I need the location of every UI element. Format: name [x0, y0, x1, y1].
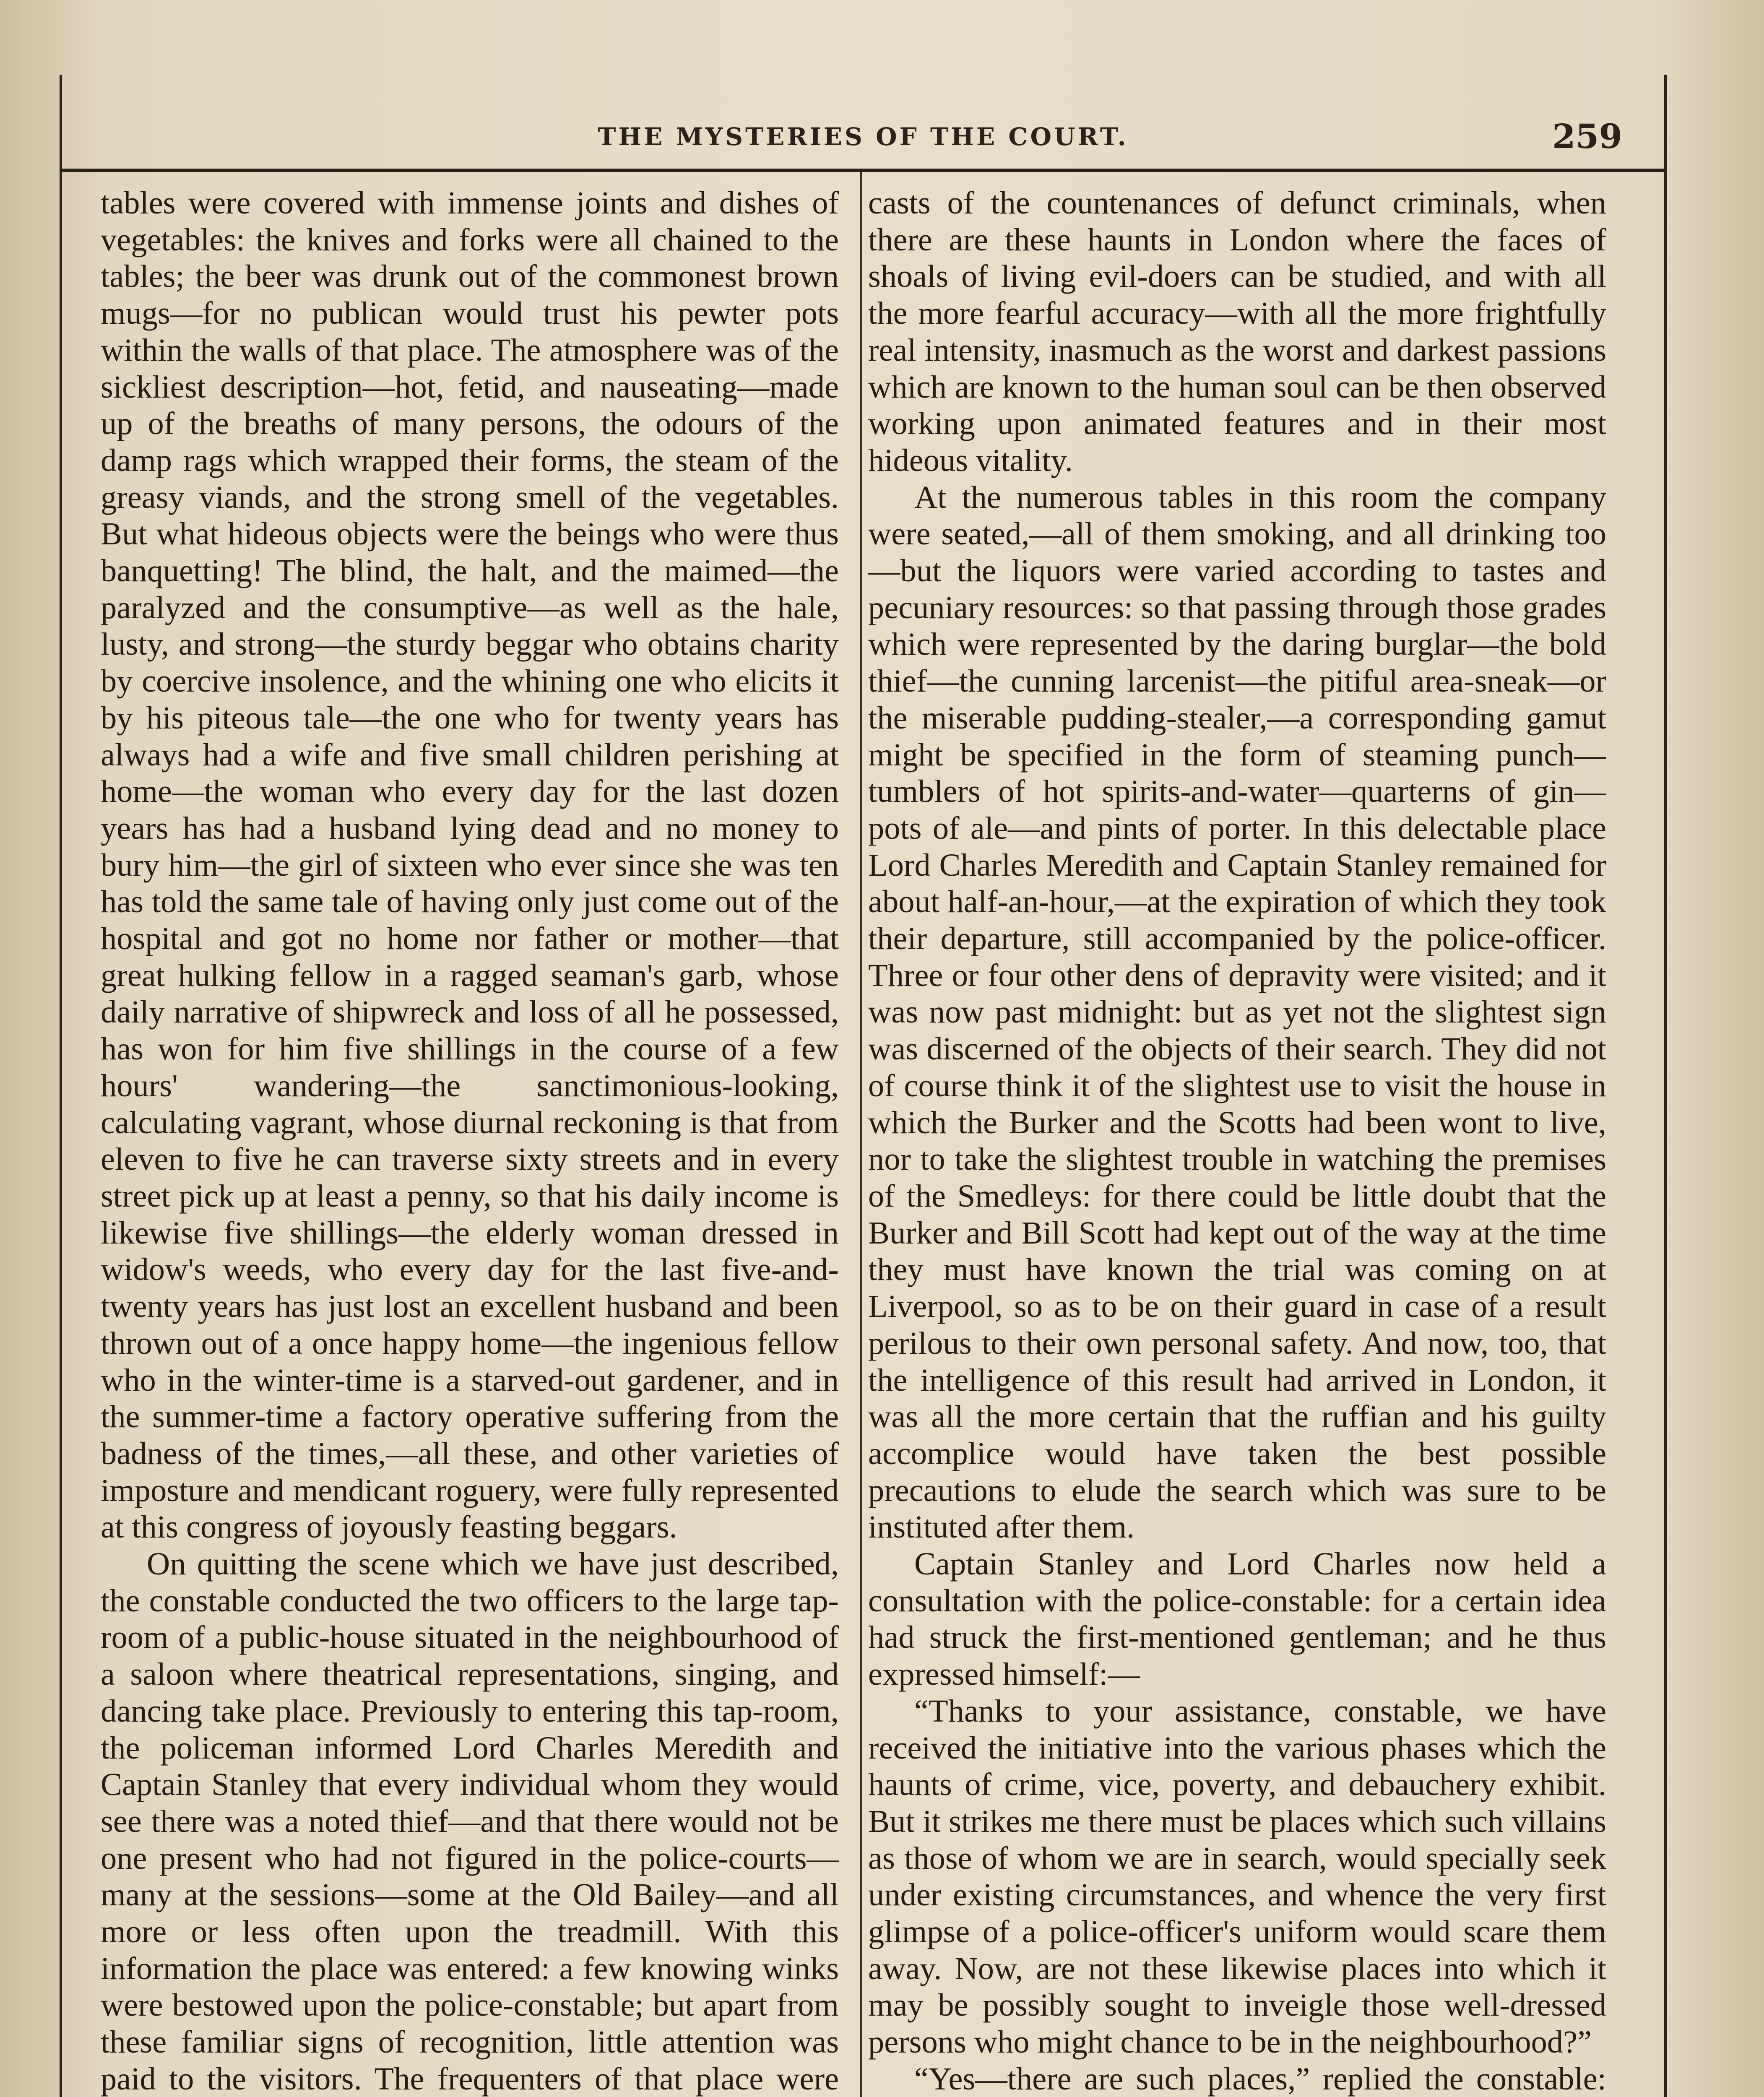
paragraph: “Yes—there are such places,” replied the constable:: [914, 2061, 1606, 2097]
paragraph: Captain Stanley and Lord Charles now held a consultation with the police-constable: for a certain idea had struck the first-mentioned gentleman; and he thus expressed himself:—: [868, 1546, 1606, 1692]
paragraph: On quitting the scene which we have just described, the constable conducted the two officers to the large tap-room of a public-house situated in the neighbourhood of a saloon where theatrical representations, singing, and dancing take place. Previously to entering this tap-room, the policeman informed Lord Charles Meredith and Captain Stanley that every individual whom they would see there was a noted thief—and that there would not be one present who had not figured in the police-courts—many at the sessions—some at the Old Bailey—and all more or less often upon the treadmill. With this information the place was entered: a few knowing winks were bestowed upon the police-constable; but apart from these familiar signs of recognition, little attention was paid to the visitors. The frequenters of that place were: [101, 1546, 839, 2097]
paragraph: “Thanks to your assistance, constable, we have received the initiative into the various phases which the haunts of crime, vice, poverty, and debauchery exhibit. But it strikes me there must be places which such villains as those of whom we are in search, would specially seek under existing circumstances, and whence the very first glimpse of a police-officer's uniform would scare them away. Now, are not these likewise places into which it may be possibly sought to inveigle those well-dressed persons who might chance to be in the neighbourhood?”: [868, 1693, 1606, 2060]
paragraph: At the numerous tables in this room the company were seated,—all of them smoking, and all drinking too—but the liquors were varied according to tastes and pecuniary resources: so that passing through those grades which were represented by the daring burglar—the bold thief—the cunning larcenist—the pitiful area-sneak—or the miserable pudding-stealer,—a corresponding gamut might be specified in the form of steaming punch—tumblers of hot spirits-and-water—quarterns of gin—pots of ale—and pints of porter. In this delectable place Lord Charles Meredith and Captain Stanley remained for about half-an-hour,—at the expiration of which they took their departure, still accompanied by the police-officer. Three or four other dens of depravity were visited; and it was now past midnight: but as yet not the slightest sign was discerned of the objects of their search. They did not of course think it of the slightest use to visit the house in which the Burker and the Scotts had been wont to live, nor to take the slightest trouble in watching the premises of the Smedleys: for there could be little doubt that the Burker and Bill Scott had kept out of the way at the time they must have known the trial was coming on at Liverpool, so as to be on their guard in case of a result perilous to their own personal safety. And now, too, that the intelligence of this result had arrived in London, it was all the more certain that the ruffian and his guilty accomplice would have taken the best possible precautions to elude the search which was sure to be instituted after them.: [868, 479, 1606, 1545]
paragraph: casts of the countenances of defunct criminals, when there are these haunts in London where the faces of shoals of living evil-doers can be studied, and with all the more fearful accuracy—with all the more frightfully real intensity, inasmuch as the worst and darkest passions which are known to the human soul can be then observed working upon animated features and in their most hideous vitality.: [868, 185, 1606, 478]
running-header: [62, 97, 1664, 172]
running-title: THE MYSTERIES OF THE COURT.: [598, 122, 1129, 151]
right-column: [868, 185, 1606, 2097]
page-number: 259: [1552, 117, 1622, 156]
column-divider: [860, 172, 862, 2097]
left-column: [101, 185, 839, 2097]
paragraph: tables were covered with immense joints and dishes of vegetables: the knives and forks were all chained to the tables; the beer was drunk out of the commonest brown mugs—for no publican would trust his pewter pots within the walls of that place. The atmosphere was of the sickliest description—hot, fetid, and nauseating—made up of the breaths of many persons, the odours of the damp rags which wrapped their forms, the steam of the greasy viands, and the strong smell of the vegetables. But what hideous objects were the beings who were thus banquetting! The blind, the halt, and the maimed—the paralyzed and the consumptive—as well as the hale, lusty, and strong—the sturdy beggar who obtains charity by coercive insolence, and the whining one who elicits it by his piteous tale—the one who for twenty years has always had a wife and five small children perishing at home—the woman who every day for the last dozen years has had a husband lying dead and no money to bury him—the girl of sixteen who ever since she was ten has told the same tale of having only just come out of the hospital and got no home nor father or mother—that great hulking fellow in a ragged seaman's garb, whose daily narrative of shipwreck and loss of all he possessed, has won for him five shillings in the course of a few hours' wandering—the sanctimonious-looking, calculating vagrant, whose diurnal reckoning is that from eleven to five he can traverse sixty streets and in every street pick up at least a penny, so that his daily income is likewise five shillings—the elderly woman dressed in widow's weeds, who every day for the last five-and-twenty years has just lost an excellent husband and been thrown out of a once happy home—the ingenious fellow who in the winter-time is a starved-out gardener, and in the summer-time a factory operative suffering from the badness of the times,—all these, and other varieties of imposture and mendicant roguery, were fully represented at this congress of joyously feasting beggars.: [101, 185, 839, 1545]
